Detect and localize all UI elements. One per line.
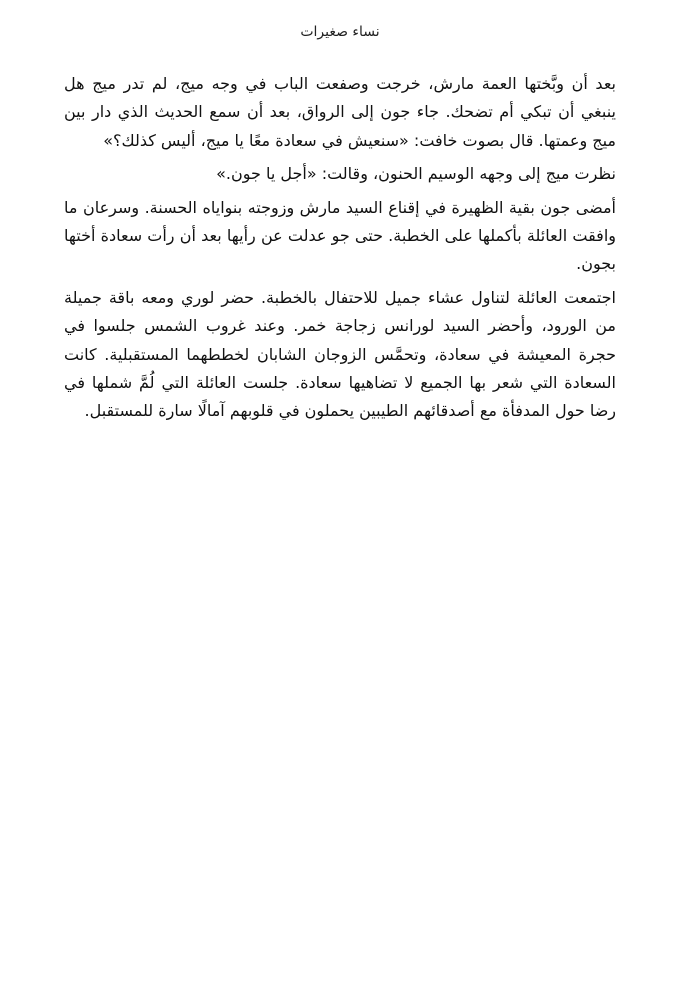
paragraph-4: اجتمعت العائلة لتناول عشاء جميل للاحتفال بالخطبة. حضر لوري ومعه باقة جميلة من الورود، وأحضر السيد لورانس زجاجة خمر. وعند غروب الشمس جلسوا في حجرة المعيشة في سعادة، وتحمَّس الزوجان الشابان لخططهما المستقبلية. كانت السعادة التي شعر بها الجميع لا تضاهيها سعادة. جلست العائلة التي لُمَّ شملها في رضا حول المدفأة مع أصدقائهم الطيبين يحملون في قلوبهم آمالًا سارة للمستقبل. [64,287,616,421]
paragraph-1: بعد أن وبَّختها العمة مارش، خرجت وصفعت الباب في وجه ميج، لم تدر ميج هل ينبغي أن تبكي أم تضحك. جاء جون إلى الرواق، بعد أن سمع الحديث الذي دار بين ميج وعمتها. قال بصوت خافت: «سنعيش في سعادة معًا يا ميج، أليس كذلك؟» [64,74,616,150]
body-text [64,70,616,431]
paragraph-3: أمضى جون بقية الظهيرة في إقناع السيد مارش وزوجته بنواياه الحسنة. وسرعان ما وافقت العائلة بأكملها على الخطبة. حتى جو عدلت عن رأيها بعد أن رأت سعادة أختها بجون. [64,197,616,274]
running-header-title: نساء صغيرات [300,24,380,40]
paragraph-2: نظرت ميج إلى وجهه الوسيم الحنون، وقالت: «أجل يا جون.» [216,164,616,184]
